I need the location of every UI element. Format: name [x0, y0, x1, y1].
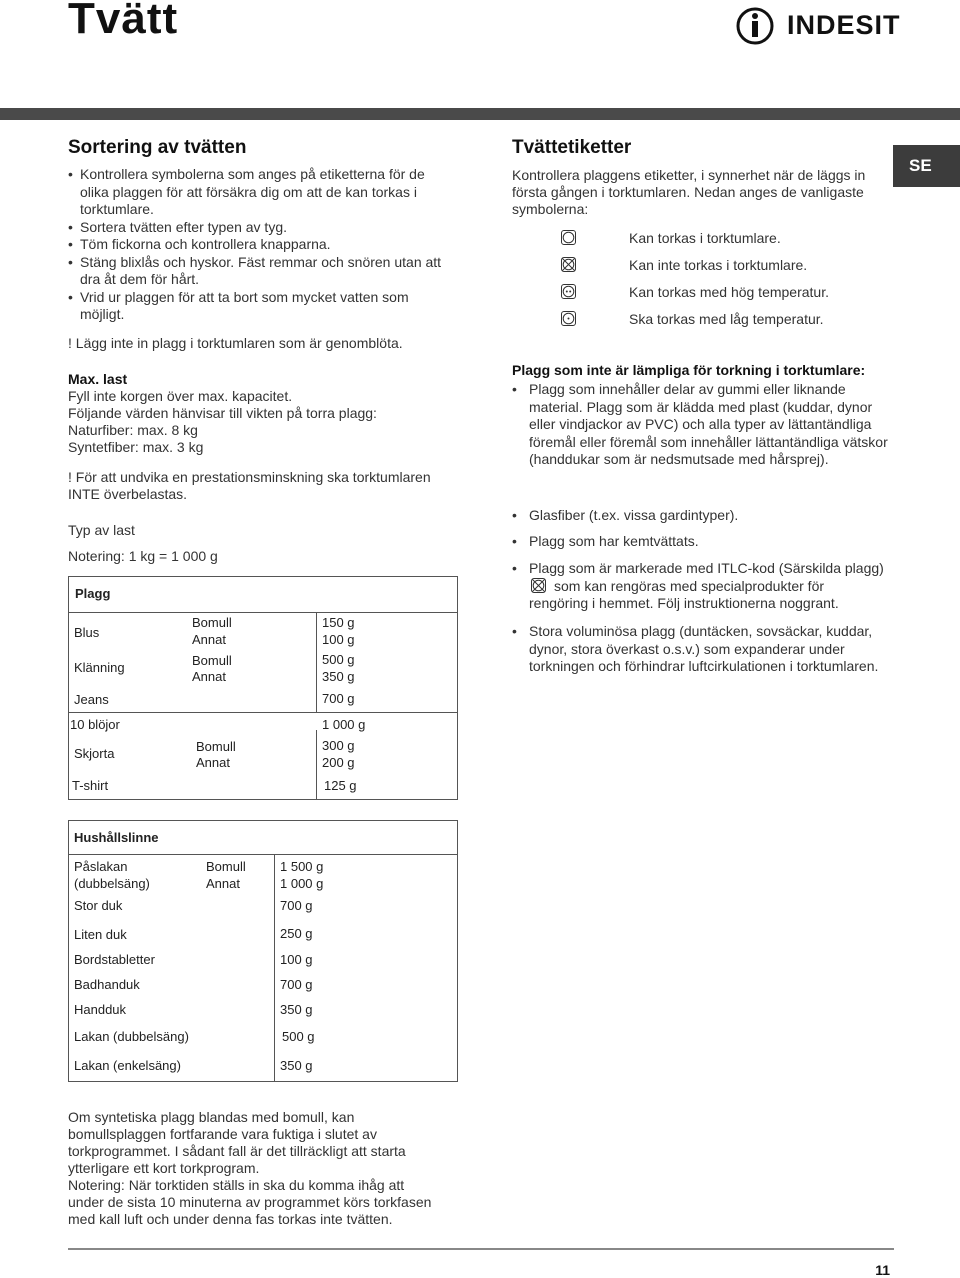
note-line: Om syntetiska plagg blandas med bomull, kan: [68, 1109, 355, 1125]
table-cell-item: (dubbelsäng): [74, 876, 150, 891]
symbol-label: Kan inte torkas i torktumlare.: [629, 257, 808, 273]
synthetic-note: [68, 1109, 468, 1228]
symbol-label: Kan torkas i torktumlare.: [629, 230, 781, 246]
table-cell-item: 10 blöjor: [70, 717, 120, 732]
tumble-dry-icon: [561, 230, 576, 245]
table-cell-item: Blus: [74, 625, 100, 640]
table-cell-item: T-shirt: [72, 778, 109, 793]
note-line: ytterligare ett kort torkprogram.: [68, 1160, 260, 1176]
list-item: • Kontrollera symbolerna som anges på etiketterna för de olika plaggen för att försäkra dig om att de kan torkas i torktumlare.: [68, 166, 446, 219]
table-cell-weight: 200 g: [322, 755, 355, 770]
unsuitable-heading: Plagg som inte är lämpliga för torkning i torktumlare:: [512, 362, 866, 378]
table-cell-type: Bomull: [206, 859, 246, 874]
table-cell-weight: 100 g: [322, 632, 355, 647]
list-item: • Vrid ur plaggen för att ta bort som mycket vatten som möjligt.: [68, 289, 446, 324]
table-cell-weight: 1 500 g: [280, 859, 324, 874]
brand-logo: [735, 4, 901, 48]
divider: [68, 712, 458, 713]
table-cell-weight: 150 g: [322, 615, 355, 630]
unsuitable-list: [512, 560, 888, 578]
table-cell-item: Stor duk: [74, 898, 123, 913]
sorting-list: [68, 166, 446, 324]
maxlast-text: Följande värden hänvisar till vikten på torra plagg:: [68, 405, 377, 421]
unsuitable-list: [512, 507, 888, 525]
table-cell-weight: 125 g: [324, 778, 357, 793]
no-tumble-dry-icon: [561, 257, 576, 272]
list-item: • Töm fickorna och kontrollera knapparna.: [68, 236, 446, 254]
note-line: med kall luft och under denna fas torkas inte tvätten.: [68, 1211, 393, 1227]
table-cell-item: Lakan (enkelsäng): [74, 1058, 181, 1073]
table-cell-weight: 500 g: [282, 1029, 315, 1044]
table-cell-type: Annat: [192, 669, 226, 684]
table-cell-item: Skjorta: [74, 746, 115, 761]
table-cell-weight: 700 g: [322, 691, 355, 706]
divider: [274, 854, 275, 1082]
unsuitable-list: [512, 381, 888, 469]
divider: [68, 612, 458, 613]
warning-wet: ! Lägg inte in plagg i torktumlaren som är genomblöta.: [68, 335, 403, 351]
list-item: • Sortera tvätten efter typen av tyg.: [68, 219, 446, 237]
list-item: • Plagg som har kemtvättats.: [512, 533, 888, 551]
table-cell-type: Bomull: [192, 615, 232, 630]
table-cell-weight: 1 000 g: [322, 717, 366, 732]
note-line: under de sista 10 minuterna av programmet körs torkfasen: [68, 1194, 432, 1210]
list-item: • Stora voluminösa plagg (duntäcken, sovsäckar, kuddar, dynor, stora överkast o.s.v.) som expanderar under torkningen och förhindrar luftcirkulationen i torktumlaren.: [512, 623, 888, 676]
table-cell-weight: 300 g: [322, 738, 355, 753]
warning-overload: ! För att undvika en prestationsminskning ska torktumlaren INTE överbelastas.: [68, 469, 431, 502]
table-cell-weight: 500 g: [322, 652, 355, 667]
table-cell-item: Liten duk: [74, 927, 127, 942]
indesit-logo-icon: [735, 4, 779, 48]
table-cell-type: Annat: [196, 755, 230, 770]
page-title: Tvätt: [68, 0, 179, 43]
table-cell-type: Bomull: [196, 739, 236, 754]
table-header: Plagg: [75, 586, 111, 601]
table-cell-type: Annat: [192, 632, 226, 647]
table-cell-item: Handduk: [74, 1002, 127, 1017]
typ-heading: Typ av last: [68, 522, 135, 538]
symbol-label: Kan torkas med hög temperatur.: [629, 284, 829, 300]
table-cell-weight: 700 g: [280, 977, 313, 992]
note-line: torkprogrammet. I sådant fall är det tillräckligt att starta: [68, 1143, 406, 1159]
low-temp-icon: [561, 311, 576, 326]
header-divider: [0, 108, 960, 120]
list-item: • Glasfiber (t.ex. vissa gardintyper).: [512, 507, 888, 525]
unsuitable-list: [512, 623, 888, 676]
section-heading-sortering: Sortering av tvätten: [68, 137, 247, 158]
unsuitable-list: [512, 533, 888, 551]
list-item: • Plagg som är markerade med ITLC-kod (Särskilda plagg): [512, 560, 888, 578]
table-cell-type: Bomull: [192, 653, 232, 668]
table-cell-weight: 350 g: [322, 669, 355, 684]
table-cell-item: Jeans: [74, 692, 109, 707]
table-cell-weight: 100 g: [280, 952, 313, 967]
table-cell-type: Annat: [206, 876, 240, 891]
footer-divider: [68, 1248, 894, 1250]
table-header: Hushållslinne: [74, 830, 159, 845]
load-table-plagg: [68, 576, 458, 800]
high-temp-icon: [561, 284, 576, 299]
maxlast-heading: Max. last: [68, 371, 128, 387]
brand-name: INDESIT: [787, 10, 901, 40]
notering-text: Notering: 1 kg = 1 000 g: [68, 548, 218, 564]
table-cell-item: Lakan (dubbelsäng): [74, 1029, 189, 1044]
table-cell-item: Klänning: [74, 660, 125, 675]
language-tab: SE: [893, 145, 960, 187]
table-cell-item: Bordstabletter: [74, 952, 155, 967]
table-cell-weight: 350 g: [280, 1058, 313, 1073]
table-cell-item: Badhanduk: [74, 977, 140, 992]
section-heading-tvattetiketter: Tvättetiketter: [512, 137, 632, 158]
maxlast-text: Fyll inte korgen över max. kapacitet.: [68, 388, 293, 404]
divider: [316, 612, 317, 712]
list-item: • Plagg som innehåller delar av gummi eller liknande material. Plagg som är klädda med plast (kuddar, dynor eller vindjackor av PVC) och alla typer av lättantändliga föremål eller föremål som innehåller lättantändliga vätskor (handdukar som är nedsmutsade med hårsprej).: [512, 381, 888, 469]
table-cell-weight: 250 g: [280, 926, 313, 941]
note-line: Notering: När torktiden ställs in ska du komma ihåg att: [68, 1177, 405, 1193]
divider: [68, 854, 458, 855]
symbol-label: Ska torkas med låg temperatur.: [629, 311, 824, 327]
maxlast-natural: Naturfiber: max. 8 kg: [68, 422, 198, 438]
page-number: 11: [875, 1262, 890, 1278]
table-cell-weight: 1 000 g: [280, 876, 324, 891]
divider: [316, 730, 317, 800]
labels-intro: Kontrollera plaggens etiketter, i synnerhet när de läggs in första gången i torktumlaren. Nedan anges de vanligaste symbolerna:: [512, 167, 866, 217]
note-line: bomullsplaggen fortfarande vara fuktiga i slutet av: [68, 1126, 377, 1142]
list-item: • Stäng blixlås och hyskor. Fäst remmar och snören utan att dra åt dem för hårt.: [68, 254, 446, 289]
itlc-note: som kan rengöras med specialprodukter för rengöring i hemmet. Följ instruktionerna noggrant.: [529, 578, 839, 611]
table-cell-item: Påslakan: [74, 859, 128, 874]
maxlast-synthetic: Syntetfiber: max. 3 kg: [68, 439, 204, 455]
table-cell-weight: 700 g: [280, 898, 313, 913]
table-cell-weight: 350 g: [280, 1002, 313, 1017]
